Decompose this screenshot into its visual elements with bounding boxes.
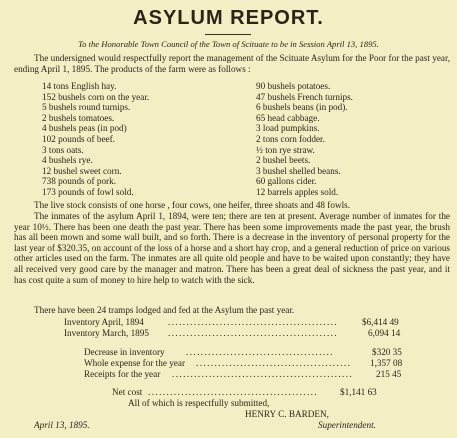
product-item: 3 bushel shelled beans. bbox=[256, 165, 341, 176]
leader-dots: ................................................. bbox=[172, 369, 354, 379]
livestock-paragraph: The live stock consists of one horse , four cows, one heifer, three shoats and 48 fowls. bbox=[34, 200, 351, 210]
product-item: 65 head cabbage. bbox=[256, 112, 320, 123]
intro-paragraph: The undersigned would respectfully report the management of the Scituate Asylum for the Poor for the past year, ending April 1, 1895. The products of the farm were as follows : bbox=[14, 53, 450, 74]
signer-name: HENRY C. BARDEN, bbox=[245, 409, 329, 419]
product-item: 5 bushels round turnips. bbox=[42, 102, 131, 113]
product-item: 152 bushels corn on the year. bbox=[42, 91, 150, 102]
ledger-label: Decrease in inventory bbox=[84, 347, 165, 357]
ledger-label: Inventory April, 1894 bbox=[64, 317, 144, 327]
leader-dots: ........................................ bbox=[186, 347, 334, 357]
product-item: 2 bushels tomatoes. bbox=[42, 112, 115, 123]
title-divider bbox=[205, 34, 251, 35]
product-item: 738 pounds of pork. bbox=[42, 176, 117, 187]
product-item: 102 pounds of beef. bbox=[42, 133, 115, 144]
product-item: 12 barrels apples sold. bbox=[256, 186, 339, 197]
report-date: April 13, 1895. bbox=[34, 420, 90, 430]
product-item: 4 bushels rye. bbox=[42, 155, 93, 166]
ledger-row-inventory-march bbox=[64, 328, 401, 339]
ledger-row-decrease bbox=[84, 347, 402, 358]
products-right-column bbox=[256, 81, 353, 198]
ledger-amount: $320 35 bbox=[372, 347, 402, 357]
ledger-label: Inventory March, 1895 bbox=[64, 328, 149, 338]
ledger-row-inventory-april bbox=[64, 317, 399, 328]
ledger-amount: 215 45 bbox=[376, 369, 402, 379]
product-item: 3 tons oats. bbox=[42, 144, 84, 155]
products-left-column bbox=[42, 81, 149, 198]
product-item: 47 bushels French turnips. bbox=[256, 91, 353, 102]
closing-line: All of which is respectfully submitted, bbox=[128, 398, 270, 408]
ledger-amount: $6,414 49 bbox=[362, 317, 399, 327]
product-item: 60 gallons cider. bbox=[256, 176, 317, 187]
tramps-paragraph: There have been 24 tramps lodged and fed at the Asylum the past year. bbox=[34, 305, 295, 315]
leader-dots: .............................................. bbox=[168, 317, 339, 327]
product-item: 14 tons English hay. bbox=[42, 81, 117, 91]
product-item: 6 bushels beans (in pod). bbox=[256, 102, 348, 113]
ledger-row-net-cost bbox=[112, 387, 377, 398]
product-item: ½ ton rye straw. bbox=[256, 144, 315, 155]
product-item: 4 bushels peas (in pod) bbox=[42, 123, 127, 134]
ledger-amount: 1,357 08 bbox=[370, 358, 403, 368]
inmates-paragraph: The inmates of the asylum April 1, 1894, were ten; there are ten at present. Average number of inmates for the year 10½. There has been one death the past year. There has been some improvements made the past year, the brush has all been mown and some wall built, and so forth. There is a decrease in the inventory of personal property for the last year of $320.35, on account of the loss of a horse and a short hay crop, and a general reduction of price on various other articles used on the farm. The inmates are all quite old people and have to be waited upon constantly; they have all received very good care by the manager and matron. There has been a great deal of sickness the past year, and it has cost quite a sum of money to hire help to watch with the sick. bbox=[14, 211, 450, 285]
ledger-amount: 6,094 14 bbox=[368, 328, 401, 338]
ledger-label: Receipts for the year bbox=[84, 369, 161, 379]
leader-dots: .............................................. bbox=[148, 387, 319, 397]
address-line: To the Honorable Town Council of the Town of Scituate to be in Session April 13, 1895. bbox=[78, 39, 379, 49]
product-item: 90 bushels potatoes. bbox=[256, 81, 331, 91]
ledger-row-receipts bbox=[84, 369, 402, 380]
product-item: 2 tons corn fodder. bbox=[256, 133, 325, 144]
ledger-amount: $1,141 63 bbox=[340, 387, 377, 397]
report-title: ASYLUM REPORT. bbox=[133, 7, 324, 29]
ledger-label: Net cost bbox=[112, 387, 143, 397]
ledger-label: Whole expense for the year bbox=[84, 358, 186, 368]
signer-title: Superintendent. bbox=[318, 420, 376, 430]
leader-dots: .......................................... bbox=[196, 358, 352, 368]
ledger-row-whole-expense bbox=[84, 358, 403, 369]
leader-dots: .............................................. bbox=[168, 328, 339, 338]
product-item: 173 pounds of fowl sold. bbox=[42, 186, 134, 197]
product-item: 12 bushel sweet corn. bbox=[42, 165, 122, 176]
product-item: 2 bushel beets. bbox=[256, 155, 311, 166]
product-item: 3 load pumpkins. bbox=[256, 123, 320, 134]
